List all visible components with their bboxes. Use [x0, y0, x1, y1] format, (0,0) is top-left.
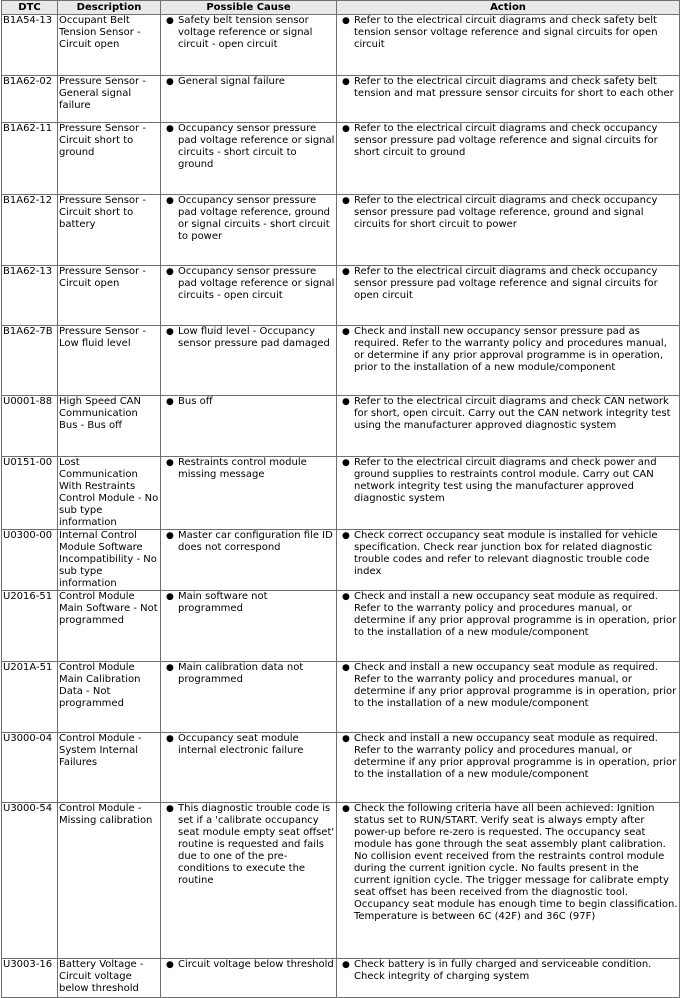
possible-cause-cell — [161, 195, 337, 266]
bullet-item — [338, 733, 678, 781]
possible-cause-cell — [161, 733, 337, 803]
bullet-icon: ● — [342, 267, 350, 277]
possible-cause-cell — [161, 662, 337, 733]
bullet-item — [338, 326, 678, 374]
possible-cause-cell — [161, 266, 337, 326]
dtc-description: Control Module Main Software - Not programmed — [58, 591, 161, 662]
action-text: Check and install a new occupancy seat module as required. Refer to the warranty policy and procedures manual, or determine if any prior approval programme is in operation, prior to the installation of a new module/component — [354, 733, 677, 780]
possible-cause-cell — [161, 959, 337, 998]
possible-cause-text: This diagnostic trouble code is set if a 'calibrate occupancy seat module empty seat offset' routine is requested and fails due to one of the pre-conditions to execute the routine — [178, 803, 335, 886]
bullet-item — [162, 266, 335, 302]
dtc-description: Internal Control Module Software Incompatibility - No sub type information — [58, 530, 161, 591]
possible-cause-text: Low fluid level - Occupancy sensor pressure pad damaged — [178, 326, 330, 349]
possible-cause-cell — [161, 15, 337, 76]
dtc-description: Occupant Belt Tension Sensor - Circuit open — [58, 15, 161, 76]
action-cell — [337, 803, 680, 959]
bullet-icon: ● — [342, 531, 350, 541]
dtc-code: U3003-16 — [2, 959, 58, 998]
dtc-code: B1A62-12 — [2, 195, 58, 266]
bullet-icon: ● — [342, 124, 350, 134]
bullet-icon: ● — [166, 592, 174, 602]
table-row — [2, 457, 680, 530]
bullet-icon: ● — [166, 16, 174, 26]
possible-cause-cell — [161, 396, 337, 457]
table-row — [2, 15, 680, 76]
bullet-icon: ● — [166, 458, 174, 468]
bullet-icon: ● — [342, 327, 350, 337]
action-cell — [337, 76, 680, 123]
bullet-icon: ● — [166, 531, 174, 541]
dtc-code: B1A62-11 — [2, 123, 58, 195]
dtc-description: High Speed CAN Communication Bus - Bus off — [58, 396, 161, 457]
bullet-icon: ● — [166, 960, 174, 970]
bullet-item — [338, 959, 678, 983]
bullet-item — [162, 662, 335, 686]
header-description: Description — [58, 1, 161, 15]
bullet-item — [338, 195, 678, 231]
dtc-code: B1A54-13 — [2, 15, 58, 76]
table-body — [2, 15, 680, 998]
dtc-description: Pressure Sensor - General signal failure — [58, 76, 161, 123]
bullet-icon: ● — [342, 77, 350, 87]
dtc-description: Control Module - Missing calibration — [58, 803, 161, 959]
bullet-icon: ● — [166, 267, 174, 277]
bullet-icon: ● — [342, 16, 350, 26]
possible-cause-text: Occupancy sensor pressure pad voltage reference or signal circuits - short circuit to ground — [178, 123, 335, 170]
bullet-icon: ● — [342, 663, 350, 673]
bullet-item — [338, 457, 678, 505]
bullet-icon: ● — [342, 196, 350, 206]
action-cell — [337, 15, 680, 76]
dtc-code: B1A62-02 — [2, 76, 58, 123]
possible-cause-text: Main software not programmed — [178, 591, 268, 614]
action-cell — [337, 266, 680, 326]
action-cell — [337, 457, 680, 530]
bullet-item — [162, 959, 335, 971]
bullet-icon: ● — [166, 124, 174, 134]
action-cell — [337, 195, 680, 266]
bullet-item — [162, 530, 335, 554]
dtc-description: Lost Communication With Restraints Control Module - No sub type information — [58, 457, 161, 530]
bullet-icon: ● — [166, 734, 174, 744]
bullet-item — [162, 195, 335, 243]
bullet-item — [162, 733, 335, 757]
possible-cause-cell — [161, 530, 337, 591]
dtc-description: Pressure Sensor - Circuit short to ground — [58, 123, 161, 195]
header-row — [2, 1, 680, 15]
table-row — [2, 195, 680, 266]
table-row — [2, 326, 680, 396]
bullet-item — [338, 76, 678, 100]
action-cell — [337, 959, 680, 998]
bullet-item — [162, 123, 335, 171]
header-possible-cause: Possible Cause — [161, 1, 337, 15]
action-cell — [337, 733, 680, 803]
dtc-description: Pressure Sensor - Circuit short to battery — [58, 195, 161, 266]
dtc-description: Control Module Main Calibration Data - Not programmed — [58, 662, 161, 733]
bullet-item — [162, 396, 335, 408]
action-text: Refer to the electrical circuit diagrams and check occupancy sensor pressure pad voltage reference and signal circuits for short circuit to ground — [354, 123, 658, 158]
action-text: Check the following criteria have all been achieved: Ignition status set to RUN/START. Verify seat is always empty after power-up before re-zero is requested. The occupancy seat module has gone through the seat assembly plant calibration. No collision event received from the restraints control module during the current ignition cycle. No faults present in the current ignition cycle. The trigger message for calibrate empty seat offset has been received from the diagnostic tool. Occupancy seat module has enough time to begin classification. Temperature is between 6C (42F) and 36C (97F) — [354, 803, 678, 922]
bullet-icon: ● — [342, 734, 350, 744]
dtc-code: U201A-51 — [2, 662, 58, 733]
dtc-code: U3000-04 — [2, 733, 58, 803]
possible-cause-cell — [161, 123, 337, 195]
bullet-icon: ● — [166, 397, 174, 407]
bullet-item — [162, 15, 335, 51]
possible-cause-text: Occupancy seat module internal electronic failure — [178, 733, 304, 756]
bullet-icon: ● — [166, 804, 174, 814]
bullet-item — [338, 530, 678, 578]
table-row — [2, 76, 680, 123]
possible-cause-text: Circuit voltage below threshold — [178, 959, 334, 970]
dtc-code: U3000-54 — [2, 803, 58, 959]
dtc-description: Pressure Sensor - Low fluid level — [58, 326, 161, 396]
dtc-code: U0300-00 — [2, 530, 58, 591]
table-row — [2, 266, 680, 326]
action-cell — [337, 662, 680, 733]
bullet-item — [162, 457, 335, 481]
table-row — [2, 530, 680, 591]
bullet-item — [338, 266, 678, 302]
dtc-code: U0001-88 — [2, 396, 58, 457]
action-text: Refer to the electrical circuit diagrams and check occupancy sensor pressure pad voltage reference and signal circuits for open circuit — [354, 266, 658, 301]
dtc-code: B1A62-13 — [2, 266, 58, 326]
bullet-icon: ● — [166, 327, 174, 337]
bullet-item — [338, 15, 678, 51]
action-text: Check correct occupancy seat module is installed for vehicle specification. Check rear junction box for related diagnostic trouble codes and refer to relevant diagnostic trouble code index — [354, 530, 658, 577]
dtc-table — [1, 0, 680, 998]
action-text: Refer to the electrical circuit diagrams and check safety belt tension sensor voltage reference and signal circuits for open circuit — [354, 15, 658, 50]
action-cell — [337, 326, 680, 396]
bullet-icon: ● — [166, 77, 174, 87]
bullet-icon: ● — [342, 397, 350, 407]
action-text: Refer to the electrical circuit diagrams and check CAN network for short, open circuit. Carry out the CAN network integrity test using the manufacturer approved diagnostic system — [354, 396, 671, 431]
table-row — [2, 123, 680, 195]
action-text: Check and install a new occupancy seat module as required. Refer to the warranty policy and procedures manual, or determine if any prior approval programme is in operation, prior to the installation of a new module/component — [354, 662, 677, 709]
possible-cause-text: Master car configuration file ID does not correspond — [178, 530, 333, 553]
bullet-icon: ● — [342, 592, 350, 602]
action-text: Check and install new occupancy sensor pressure pad as required. Refer to the warranty policy and procedures manual, or determine if any prior approval programme is in operation, prior to the installation of a new module/component — [354, 326, 667, 373]
possible-cause-cell — [161, 326, 337, 396]
possible-cause-text: Occupancy sensor pressure pad voltage reference or signal circuits - open circuit — [178, 266, 335, 301]
bullet-icon: ● — [342, 804, 350, 814]
possible-cause-cell — [161, 76, 337, 123]
bullet-item — [338, 591, 678, 639]
action-text: Refer to the electrical circuit diagrams and check power and ground supplies to restraints control module. Carry out CAN network integrity test using the manufacturer approved diagnostic system — [354, 457, 657, 504]
bullet-item — [338, 123, 678, 159]
dtc-code: B1A62-7B — [2, 326, 58, 396]
bullet-item — [162, 803, 335, 887]
dtc-description: Battery Voltage - Circuit voltage below threshold — [58, 959, 161, 998]
bullet-item — [162, 76, 335, 88]
possible-cause-text: Safety belt tension sensor voltage reference or signal circuit - open circuit — [178, 15, 313, 50]
action-text: Check battery is in fully charged and serviceable condition. Check integrity of charging system — [354, 959, 652, 982]
bullet-icon: ● — [166, 663, 174, 673]
bullet-icon: ● — [342, 458, 350, 468]
table-row — [2, 959, 680, 998]
action-text: Refer to the electrical circuit diagrams and check occupancy sensor pressure pad voltage reference, ground and signal circuits for short circuit to power — [354, 195, 658, 230]
possible-cause-cell — [161, 457, 337, 530]
dtc-description: Control Module - System Internal Failures — [58, 733, 161, 803]
header-action: Action — [337, 1, 680, 15]
bullet-icon: ● — [342, 960, 350, 970]
bullet-icon: ● — [166, 196, 174, 206]
possible-cause-text: Bus off — [178, 396, 213, 407]
bullet-item — [338, 396, 678, 432]
table-row — [2, 591, 680, 662]
bullet-item — [338, 803, 678, 923]
action-cell — [337, 530, 680, 591]
possible-cause-cell — [161, 591, 337, 662]
table-row — [2, 662, 680, 733]
bullet-item — [162, 326, 335, 350]
action-text: Refer to the electrical circuit diagrams and check safety belt tension and mat pressure sensor circuits for short to each other — [354, 76, 674, 99]
possible-cause-text: Occupancy sensor pressure pad voltage reference, ground or signal circuits - short circuit to power — [178, 195, 331, 242]
bullet-item — [338, 662, 678, 710]
possible-cause-text: Main calibration data not programmed — [178, 662, 304, 685]
dtc-code: U0151-00 — [2, 457, 58, 530]
dtc-code: U2016-51 — [2, 591, 58, 662]
possible-cause-cell — [161, 803, 337, 959]
action-cell — [337, 123, 680, 195]
table-row — [2, 396, 680, 457]
dtc-description: Pressure Sensor - Circuit open — [58, 266, 161, 326]
table-row — [2, 733, 680, 803]
action-cell — [337, 396, 680, 457]
action-cell — [337, 591, 680, 662]
table-row — [2, 803, 680, 959]
possible-cause-text: General signal failure — [178, 76, 285, 87]
action-text: Check and install a new occupancy seat module as required. Refer to the warranty policy and procedures manual, or determine if any prior approval programme is in operation, prior to the installation of a new module/component — [354, 591, 677, 638]
bullet-item — [162, 591, 335, 615]
header-dtc: DTC — [2, 1, 58, 15]
possible-cause-text: Restraints control module missing message — [178, 457, 307, 480]
